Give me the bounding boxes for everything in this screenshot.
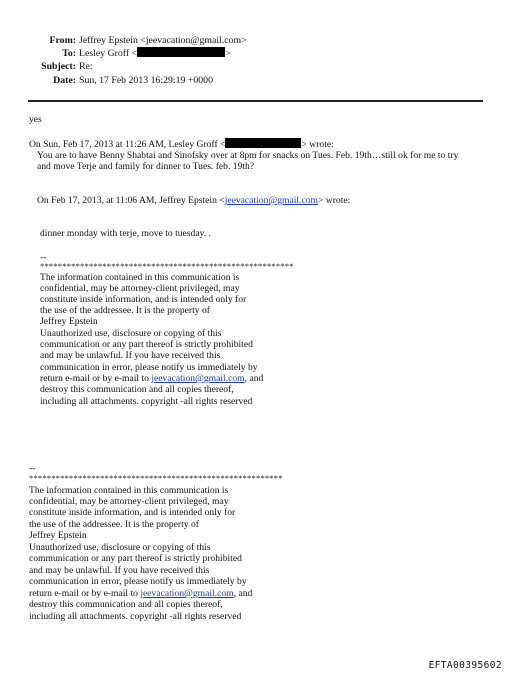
disclaimer-line: the use of the addressee. It is the property of: [40, 305, 210, 316]
disclaimer-line: communication or any part thereof is strictly prohibited: [40, 339, 253, 350]
disclaimer-line: and may be unlawful. If you have received this: [29, 565, 210, 576]
to-value-suffix: >: [225, 48, 231, 59]
disclaimer-line: constitute inside information, and is intended only for: [29, 507, 236, 518]
quote1-prefix: On Sun, Feb 17, 2013 at 11:26 AM, Lesley Groff <: [29, 139, 226, 150]
return-prefix: return e-mail or by e-mail to: [29, 588, 141, 599]
quote1-suffix: > wrote:: [301, 139, 334, 150]
redaction-bar: [225, 138, 301, 148]
quote1-line2: and move Terje and family for dinner to Tues. feb. 19th?: [37, 161, 255, 172]
disclaimer-line: constitute inside information, and is intended only for: [40, 294, 247, 305]
quote2-prefix: On Feb 17, 2013, at 11:06 AM, Jeffrey Epstein <: [37, 195, 225, 206]
signature-dashes: --: [29, 463, 36, 474]
header-from-row: [0, 34, 512, 47]
disclaimer-return-line: [29, 588, 252, 599]
disclaimer-line: including all attachments. copyright -all rights reserved: [40, 396, 253, 407]
date-label: Date:: [53, 75, 76, 86]
disclaimer-line: confidential, may be attorney-client privileged, may: [29, 496, 229, 507]
disclaimer-line: The information contained in this communication is: [29, 485, 229, 496]
disclaimer-line: including all attachments. copyright -all rights reserved: [29, 611, 242, 622]
date-value: Sun, 17 Feb 2013 16:29:19 +0000: [79, 75, 213, 86]
disclaimer-line: Jeffrey Epstein: [29, 530, 87, 541]
return-prefix: return e-mail or by e-mail to: [40, 373, 152, 384]
quote2-suffix: > wrote:: [317, 195, 351, 206]
disclaimer-line: destroy this communication and all copies thereof,: [29, 599, 223, 610]
subject-value: Re:: [79, 61, 93, 72]
disclaimer-line: communication in error, please notify us immediately by: [40, 362, 258, 373]
return-email-link[interactable]: jeevacation@gmail.com: [151, 373, 245, 384]
disclaimer-line: the use of the addressee. It is the property of: [29, 519, 199, 530]
disclaimer-line: destroy this communication and all copies thereof,: [40, 384, 234, 395]
subject-label: Subject:: [41, 61, 76, 72]
to-value-prefix: Lesley Groff <: [79, 48, 138, 59]
to-value: [79, 47, 231, 60]
to-label: To:: [62, 48, 76, 59]
from-value: Jeffrey Epstein <jeevacation@gmail.com>: [79, 35, 247, 46]
quote2-email-link[interactable]: jeevacation@gmail.com: [224, 195, 318, 206]
signature-stars: *********************************************************: [29, 473, 283, 483]
disclaimer-line: Unauthorized use, disclosure or copying of this: [29, 542, 211, 553]
return-suffix: , and: [244, 373, 264, 384]
reply-text: yes: [29, 114, 42, 125]
header-date-row: [0, 74, 512, 87]
redaction-bar: [137, 47, 225, 57]
from-label: From:: [49, 35, 76, 46]
quote1-line1: You are to have Benny Shabtai and Sinofsky over at 8pm for snacks on Tues. Feb. 19th…still ok for me to try: [37, 150, 459, 161]
signature-stars: *********************************************************: [40, 261, 294, 271]
disclaimer-line: Jeffrey Epstein: [40, 316, 98, 327]
disclaimer-line: Unauthorized use, disclosure or copying of this: [40, 328, 222, 339]
return-suffix: , and: [233, 588, 253, 599]
disclaimer-line: The information contained in this communication is: [40, 272, 240, 283]
header-to-row: [0, 47, 512, 60]
header-divider: [28, 100, 483, 102]
disclaimer-return-line: [40, 373, 263, 384]
disclaimer-line: confidential, may be attorney-client privileged, may: [40, 283, 240, 294]
quote2-attribution: [37, 195, 350, 206]
signature-dashes: --: [40, 252, 47, 263]
quote2-message: dinner monday with terje, move to tuesday. .: [40, 228, 211, 239]
document-id: EFTA00395602: [428, 660, 502, 671]
disclaimer-line: communication or any part thereof is strictly prohibited: [29, 553, 242, 564]
return-email-link[interactable]: jeevacation@gmail.com: [140, 588, 234, 599]
disclaimer-line: communication in error, please notify us immediately by: [29, 576, 247, 587]
header-subject-row: [0, 60, 512, 73]
disclaimer-line: and may be unlawful. If you have received this: [40, 350, 221, 361]
quote1-attribution: [29, 138, 334, 149]
